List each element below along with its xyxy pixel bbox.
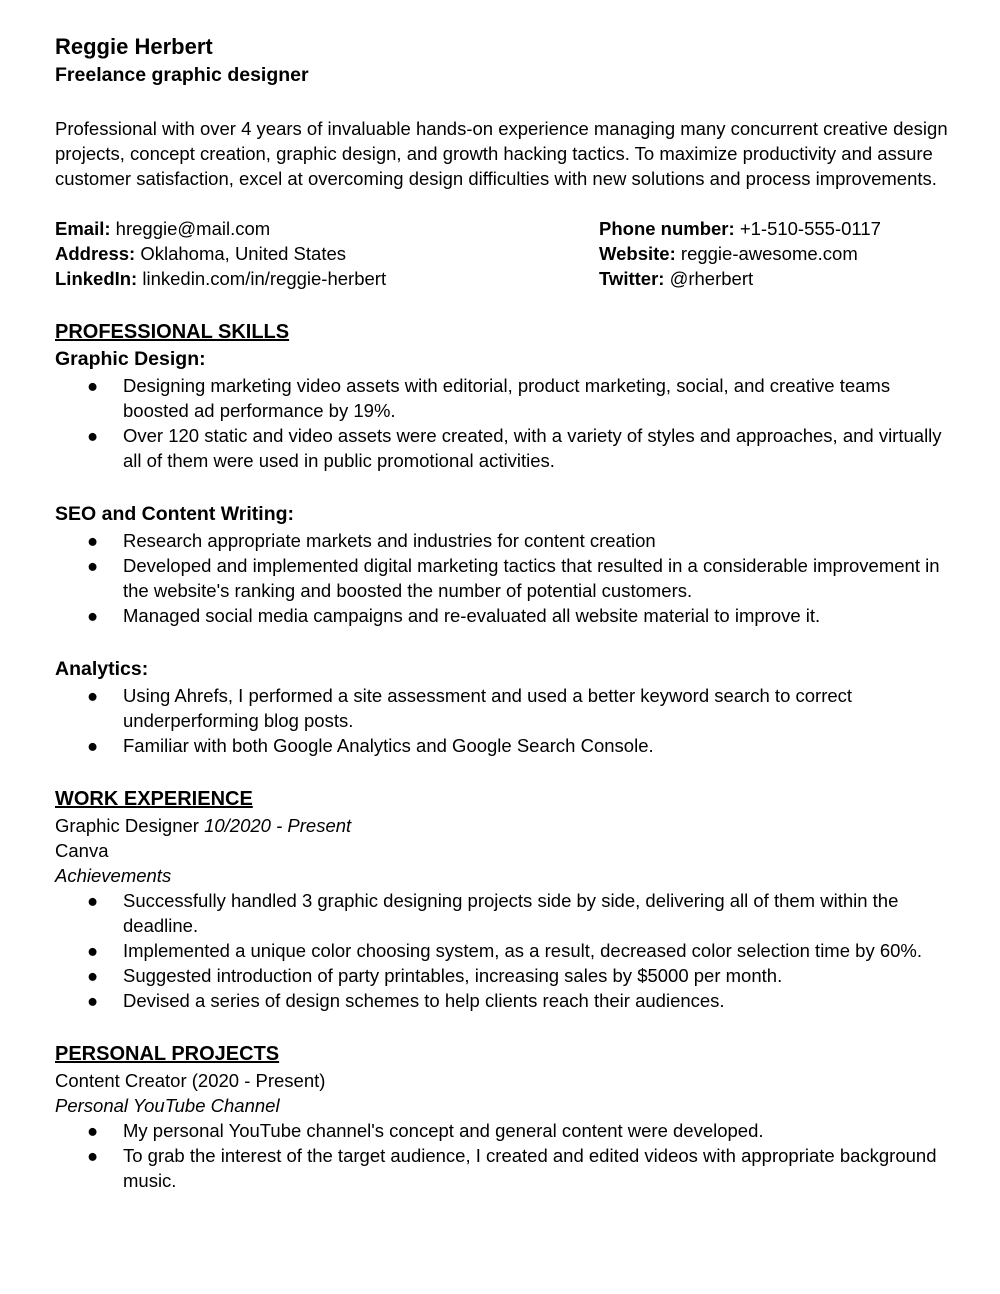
skill-group-seo: [55, 501, 960, 628]
summary-paragraph: Professional with over 4 years of invaluable hands-on experience managing many concurrent creative design projects, concept creation, graphic design, and growth hacking tactics. To maximize productivity and assure customer satisfaction, excel at overcoming design difficulties with new solutions and process improvements.: [55, 118, 948, 189]
bullet-icon: ●: [87, 940, 99, 961]
achievements-list: [55, 888, 960, 1013]
website-label: Website:: [599, 243, 676, 264]
list-item: [55, 888, 960, 938]
skill-bullet-list: [55, 373, 960, 473]
list-item: [55, 963, 960, 988]
job-title: Graphic Designer: [55, 815, 199, 836]
twitter-label: Twitter:: [599, 268, 665, 289]
project-bullet-list: [55, 1118, 960, 1193]
skill-group-graphic-design: [55, 346, 960, 473]
list-item: [55, 373, 960, 423]
phone-value: +1-510-555-0117: [739, 218, 881, 239]
skill-group-title: SEO and Content Writing:: [55, 503, 295, 525]
website-line: [599, 241, 960, 266]
bullet-icon: ●: [87, 425, 99, 446]
list-item: [55, 603, 960, 628]
contact-block: [55, 216, 960, 291]
list-item-text: Devised a series of design schemes to help clients reach their audiences.: [123, 990, 725, 1011]
resume-role: Freelance graphic designer: [55, 64, 309, 86]
job-dates: 10/2020 - Present: [204, 815, 352, 836]
linkedin-label: LinkedIn:: [55, 268, 138, 289]
work-section-title: WORK EXPERIENCE: [55, 788, 253, 810]
phone-line: [599, 216, 960, 241]
list-item: [55, 683, 960, 733]
bullet-icon: ●: [87, 605, 99, 626]
list-item-text: Implemented a unique color choosing system, as a result, decreased color selection time by 60%.: [123, 940, 922, 961]
bullet-icon: ●: [87, 890, 99, 911]
contact-left-column: [55, 216, 599, 291]
list-item: [55, 1143, 960, 1193]
list-item-text: Research appropriate markets and industries for content creation: [123, 530, 656, 551]
list-item: [55, 553, 960, 603]
address-label: Address:: [55, 243, 136, 264]
project-title: Content Creator (2020 - Present): [55, 1070, 326, 1091]
list-item-text: Managed social media campaigns and re-evaluated all website material to improve it.: [123, 605, 821, 626]
list-item-text: My personal YouTube channel's concept and general content were developed.: [123, 1120, 764, 1141]
list-item-text: Suggested introduction of party printables, increasing sales by $5000 per month.: [123, 965, 783, 986]
email-value: hreggie@mail.com: [115, 218, 271, 239]
bullet-icon: ●: [87, 965, 99, 986]
list-item-text: Using Ahrefs, I performed a site assessment and used a better keyword search to correct underperforming blog posts.: [123, 685, 853, 731]
skill-bullet-list: [55, 528, 960, 628]
twitter-line: [599, 266, 960, 291]
bullet-icon: ●: [87, 1120, 99, 1141]
achievements-label: Achievements: [55, 865, 172, 886]
skill-group-analytics: [55, 656, 960, 758]
list-item: [55, 988, 960, 1013]
list-item: [55, 1118, 960, 1143]
bullet-icon: ●: [87, 1145, 99, 1166]
email-label: Email:: [55, 218, 111, 239]
bullet-icon: ●: [87, 555, 99, 576]
skill-group-title: Graphic Design:: [55, 348, 206, 370]
list-item-text: Over 120 static and video assets were created, with a variety of styles and approaches, and virtually all of them were used in public promotional activities.: [123, 425, 942, 471]
projects-section-title: PERSONAL PROJECTS: [55, 1043, 280, 1065]
list-item-text: Developed and implemented digital marketing tactics that resulted in a considerable improvement in the website's ranking and boosted the number of potential customers.: [123, 555, 940, 601]
bullet-icon: ●: [87, 375, 99, 396]
twitter-value: @rherbert: [669, 268, 754, 289]
project-subtitle: Personal YouTube Channel: [55, 1095, 280, 1116]
skill-bullet-list: [55, 683, 960, 758]
skill-group-title: Analytics:: [55, 658, 149, 680]
skills-section-title: PROFESSIONAL SKILLS: [55, 321, 290, 343]
list-item: [55, 528, 960, 553]
list-item-text: Familiar with both Google Analytics and Google Search Console.: [123, 735, 654, 756]
address-line: [55, 241, 599, 266]
bullet-icon: ●: [87, 685, 99, 706]
list-item-text: Successfully handled 3 graphic designing projects side by side, delivering all of them within the deadline.: [123, 890, 899, 936]
resume-name: Reggie Herbert: [55, 34, 213, 59]
website-value: reggie-awesome.com: [680, 243, 858, 264]
company-name: Canva: [55, 840, 109, 861]
list-item-text: To grab the interest of the target audience, I created and edited videos with appropriate background music.: [123, 1145, 937, 1191]
address-value: Oklahoma, United States: [140, 243, 347, 264]
linkedin-line: [55, 266, 599, 291]
list-item-text: Designing marketing video assets with editorial, product marketing, social, and creative teams boosted ad performance by 19%.: [123, 375, 891, 421]
email-line: [55, 216, 599, 241]
job-line: [55, 813, 960, 838]
phone-label: Phone number:: [599, 218, 735, 239]
contact-right-column: [599, 216, 960, 291]
list-item: [55, 423, 960, 473]
linkedin-value: linkedin.com/in/reggie-herbert: [142, 268, 387, 289]
bullet-icon: ●: [87, 990, 99, 1011]
list-item: [55, 733, 960, 758]
bullet-icon: ●: [87, 530, 99, 551]
bullet-icon: ●: [87, 735, 99, 756]
list-item: [55, 938, 960, 963]
